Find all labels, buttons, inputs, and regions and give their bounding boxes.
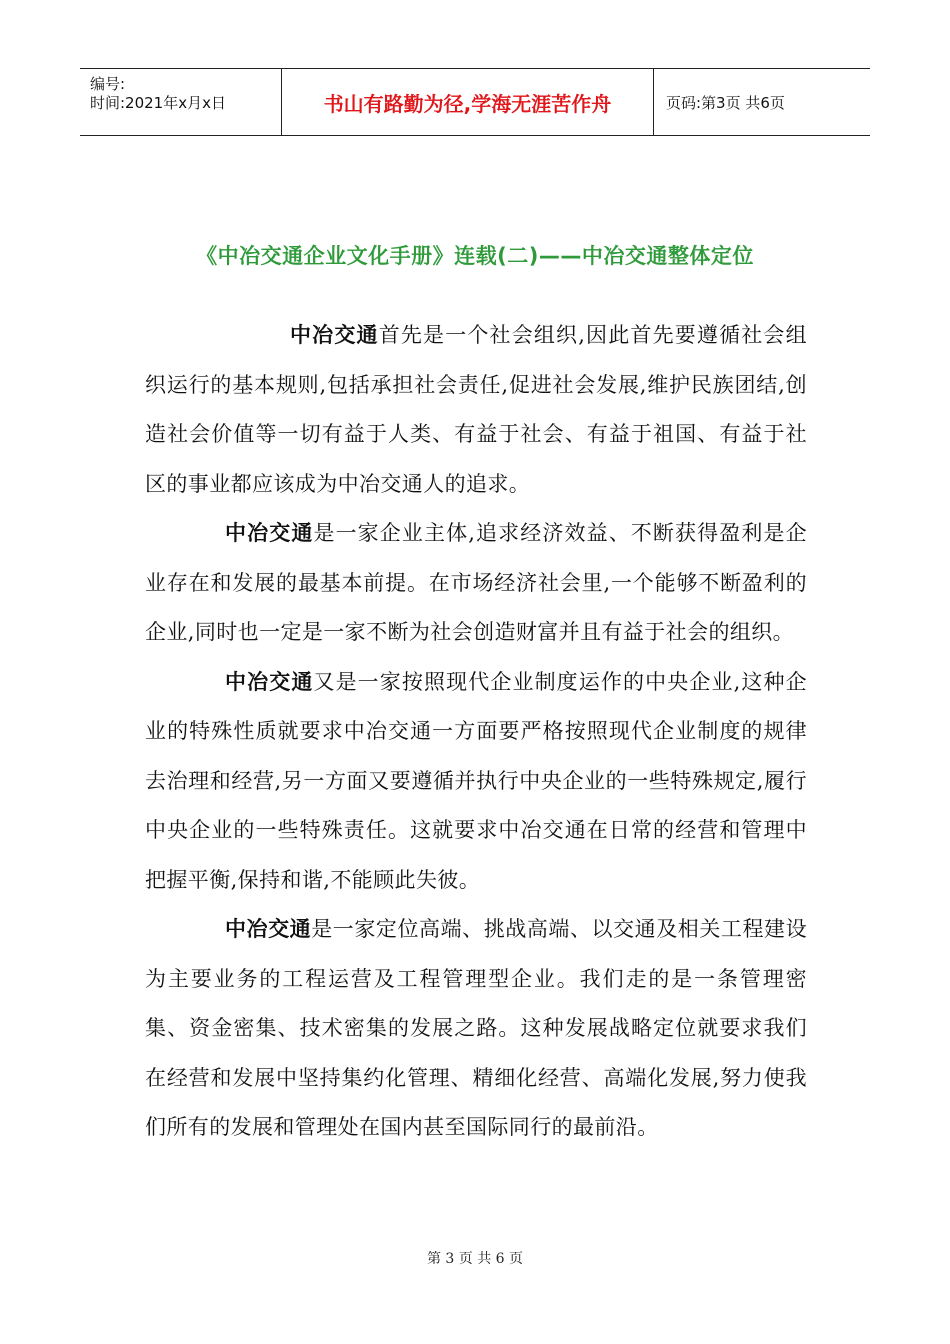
motto-text: 书山有路勤为径,学海无涯苦作舟 <box>323 91 612 116</box>
header-page-cell <box>654 69 870 135</box>
header-motto-cell <box>282 69 654 135</box>
paragraph-3 <box>145 658 807 906</box>
paragraph-4 <box>145 905 807 1153</box>
paragraph-lead: 中冶交通 <box>225 917 312 941</box>
header-meta-cell <box>80 69 282 135</box>
paragraph-2 <box>145 509 807 658</box>
paragraph-1 <box>145 311 807 509</box>
paragraph-text: 又是一家按照现代企业制度运作的中央企业,这种企业的特殊性质就要求中冶交通一方面要严格按照现代企业制度的规律去治理和经营,另一方面又要遵循并执行中央企业的一些特殊规定,履行中央企业的一些特殊责任。这就要求中冶交通在日常的经营和管理中把握平衡,保持和谐,不能顾此失彼。 <box>145 669 807 892</box>
paragraph-text: 是一家企业主体,追求经济效益、不断获得盈利是企业存在和发展的最基本前提。在市场经济社会里,一个能够不断盈利的企业,同时也一定是一家不断为社会创造财富并且有益于社会的组织。 <box>145 521 807 644</box>
time-label: 时间:2021年x月x日 <box>90 94 226 112</box>
document-title: 《中冶交通企业文化手册》连载(二)——中冶交通整体定位 <box>196 244 754 268</box>
paragraph-text: 是一家定位高端、挑战高端、以交通及相关工程建设为主要业务的工程运营及工程管理型企业。我们走的是一条管理密集、资金密集、技术密集的发展之路。这种发展战略定位就要求我们在经营和发展中坚持集约化管理、精细化经营、高端化发展,努力使我们所有的发展和管理处在国内甚至国际同行的最前沿。 <box>145 917 807 1139</box>
paragraph-lead: 中冶交通 <box>225 669 314 694</box>
header-table <box>80 68 870 136</box>
document-body <box>145 311 807 1153</box>
page-footer: 第 3 页 共 6 页 <box>426 1251 524 1267</box>
paragraph-lead: 中冶交通 <box>290 323 379 347</box>
number-label: 编号: <box>90 75 126 93</box>
page-code: 页码:第3页 共6页 <box>666 93 785 112</box>
paragraph-text: 首先是一个社会组织,因此首先要遵循社会组织运行的基本规则,包括承担社会责任,促进社会发展,维护民族团结,创造社会价值等一切有益于人类、有益于社会、有益于祖国、有益于社区的事业都应该成为中冶交通人的追求。 <box>145 323 807 496</box>
paragraph-lead: 中冶交通 <box>225 521 314 545</box>
